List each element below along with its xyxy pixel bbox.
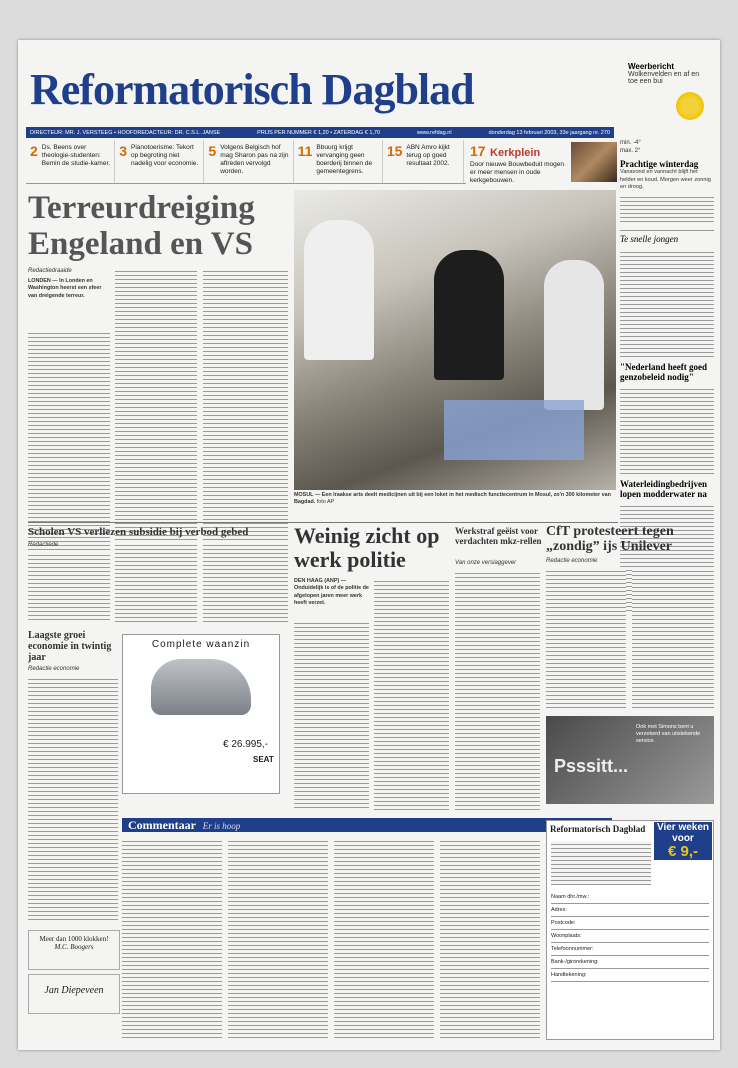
kerkplein-page-number: 17	[470, 143, 486, 159]
teaser-item[interactable]	[383, 140, 464, 183]
weather-body: Vanavond en vannacht blijft het helder en koud. Morgen weer zonnig en droog.	[620, 169, 711, 191]
field-signature[interactable]: Handtekening:	[551, 969, 709, 982]
temp-min: min. -4°	[620, 140, 641, 146]
subscription-options	[551, 841, 651, 885]
field-name[interactable]: Naam dhr./mw.:	[551, 891, 709, 904]
car-ad-title: Complete waanzin	[151, 639, 251, 650]
center-headline[interactable]: Weinig zicht op werk politie	[294, 523, 440, 572]
sidebar-section-title[interactable]: Te snelle jongen	[620, 230, 714, 246]
lead-headline[interactable]: Terreurdreiging Engeland en VS	[28, 190, 255, 262]
sidebar-headline[interactable]: "Nederland heeft goed genzobeleid nodig"	[620, 361, 707, 382]
article-column	[28, 552, 110, 622]
simons-ad-title: Psssitt...	[554, 756, 629, 776]
text-lines	[620, 194, 714, 224]
weather-subtitle: Wolkenvelden en af en toe een bui	[628, 71, 700, 85]
werkstraf-column	[455, 570, 540, 810]
photo-credit: foto AP	[316, 499, 335, 506]
teaser-page-number: 11	[297, 143, 313, 159]
info-bar-editors: DIRECTEUR: MR. J. VERSTEEG • HOOFDREDACTEUR: DR. C.S.L. JANSE	[30, 129, 221, 136]
weather-box	[628, 62, 708, 85]
cft-subhead: Redactie economie	[546, 558, 598, 564]
commentaar-title: Commentaar	[128, 818, 196, 832]
commentaar-column	[440, 838, 540, 1038]
teaser-text: Bbuurg krijgt vervanging geen boerderij binnen de gemeentegrens.	[316, 144, 373, 176]
teaser-item[interactable]	[26, 140, 115, 183]
article-column	[203, 542, 288, 622]
subscription-price: € 9,-	[667, 843, 698, 860]
cft-headline[interactable]: CfT protesteert tegen „zondig” ijs Unilever	[546, 524, 674, 554]
simons-advertisement[interactable]	[546, 716, 714, 804]
kerkplein-title: Kerkplein	[490, 147, 541, 159]
lead-column-2	[115, 268, 197, 560]
subscription-title: Reformatorisch Dagblad	[550, 824, 646, 834]
field-city[interactable]: Woonplaats:	[551, 930, 709, 943]
teaser-page-number: 3	[119, 143, 127, 159]
lead-photo	[294, 190, 616, 490]
teaser-item[interactable]	[204, 140, 293, 183]
teaser-item[interactable]	[115, 140, 204, 183]
teaser-item[interactable]	[294, 140, 383, 183]
lead-kicker: LONDEN — In Londen en Washington heerst een sfeer van dreigende terreur.	[28, 278, 102, 299]
commentaar-subtitle: Er is hoop	[202, 821, 241, 831]
article-headline[interactable]: Scholen VS verliezen subsidie bij verbod gebed	[28, 526, 249, 538]
photo-figure	[434, 250, 504, 380]
werkstraf-headline[interactable]: Werkstraf geëist voor verdachten mkz-rellen	[455, 526, 542, 546]
diepeveen-advertisement[interactable]	[28, 974, 120, 1014]
field-phone[interactable]: Telefoonnummer:	[551, 943, 709, 956]
commentaar-column	[122, 838, 222, 1038]
commentaar-column	[334, 838, 434, 1038]
kerkplein-text: Door nieuwe Bouwbeduit mogen er meer mensen in oude kerkgebouwen.	[470, 161, 564, 185]
teaser-text: ABN Amro kijkt terug op goed resultaat 2002.	[406, 144, 450, 168]
economy-column	[28, 676, 118, 921]
teaser-page-number: 5	[208, 143, 217, 159]
cft-column	[632, 568, 714, 708]
center-column	[294, 620, 369, 810]
subscription-price-badge	[654, 822, 712, 860]
article-subhead: Redactiede	[28, 542, 59, 548]
sidebar-headline[interactable]: Waterleidingbedrijven lopen modderwater na	[620, 478, 707, 499]
teaser-text: Pianotoerisme: Tekort op begroting niet nadelig voor economie.	[131, 144, 199, 168]
diepeveen-ad-title: Jan Diepeveen	[44, 985, 104, 996]
car-advertisement[interactable]	[122, 634, 280, 794]
field-postcode[interactable]: Postcode:	[551, 917, 709, 930]
info-bar-price: PRIJS PER NUMMER € 1,20 • ZATERDAG € 1,70	[257, 129, 381, 136]
article-column	[115, 542, 197, 622]
lead-subhead: Redactiedraaide	[28, 268, 72, 274]
photo-caption	[294, 492, 616, 506]
economy-subhead: Redactie economie	[28, 666, 80, 672]
center-subhead: DEN HAAG (ANP) — Onduidelijk is of de politie de afgelopen jaren meer werk heeft verzet.	[294, 578, 369, 606]
car-image	[151, 659, 251, 715]
werkstraf-subhead: Van onze verslaggever	[455, 560, 517, 566]
clock-ad-line1: Meer dan 1000 klokken!	[39, 935, 109, 943]
info-bar	[26, 127, 614, 138]
subscription-price-label: Vier weken voor	[656, 822, 710, 844]
center-column	[374, 578, 449, 810]
photo-medicine-box	[444, 400, 584, 460]
newspaper-page	[18, 40, 720, 1050]
weather-headline: Prachtige winterdag	[620, 158, 699, 169]
photo-figure	[544, 260, 604, 410]
clock-advertisement[interactable]	[28, 930, 120, 970]
info-bar-date: donderdag 13 februari 2003, 33e jaargang nr. 270	[488, 129, 610, 136]
simons-ad-text: Ook met Simons bent u verzekerd van uitstekende service.	[636, 724, 701, 745]
car-ad-brand: SEAT	[253, 755, 274, 764]
photo-figure	[304, 220, 374, 360]
economy-headline[interactable]: Laagste groei economie in twintig jaar	[28, 630, 112, 663]
commentaar-column	[228, 838, 328, 1038]
masthead	[30, 52, 620, 127]
field-address[interactable]: Adres:	[551, 904, 709, 917]
lead-column-3	[203, 268, 288, 560]
sun-icon	[676, 92, 704, 120]
text-lines	[620, 249, 714, 359]
car-ad-price: € 26.995,-	[223, 739, 269, 750]
commentaar-header	[122, 818, 612, 832]
teaser-text: Volgens Belgisch hof mag Sharon pas na zijn aftreden vervolgd worden.	[220, 144, 289, 176]
teaser-page-number: 15	[386, 143, 403, 159]
teaser-text: Ds. Beens over theologie-studenten: Bemin de studie-kamer.	[41, 144, 111, 168]
teaser-page-number: 2	[30, 143, 38, 159]
info-bar-url[interactable]: www.refdag.nl	[417, 129, 452, 136]
kerkplein-photo	[571, 142, 617, 182]
field-bank[interactable]: Bank-/girorekening:	[551, 956, 709, 969]
temp-max: max. 2°	[620, 147, 641, 154]
clock-ad-line2: M.C. Boogers	[54, 943, 94, 951]
caption-text: MOSUL — Een Iraakse arts deelt medicijnen uit bij een loket in het medisch functiecentrum in Mosul, zo'n 300 kilometer van Bagdad.	[294, 492, 611, 506]
weather-title: Weerbericht	[628, 62, 675, 71]
masthead-title[interactable]: Reformatorisch Dagblad	[30, 65, 474, 114]
text-lines	[620, 386, 714, 476]
cft-column	[546, 568, 626, 708]
